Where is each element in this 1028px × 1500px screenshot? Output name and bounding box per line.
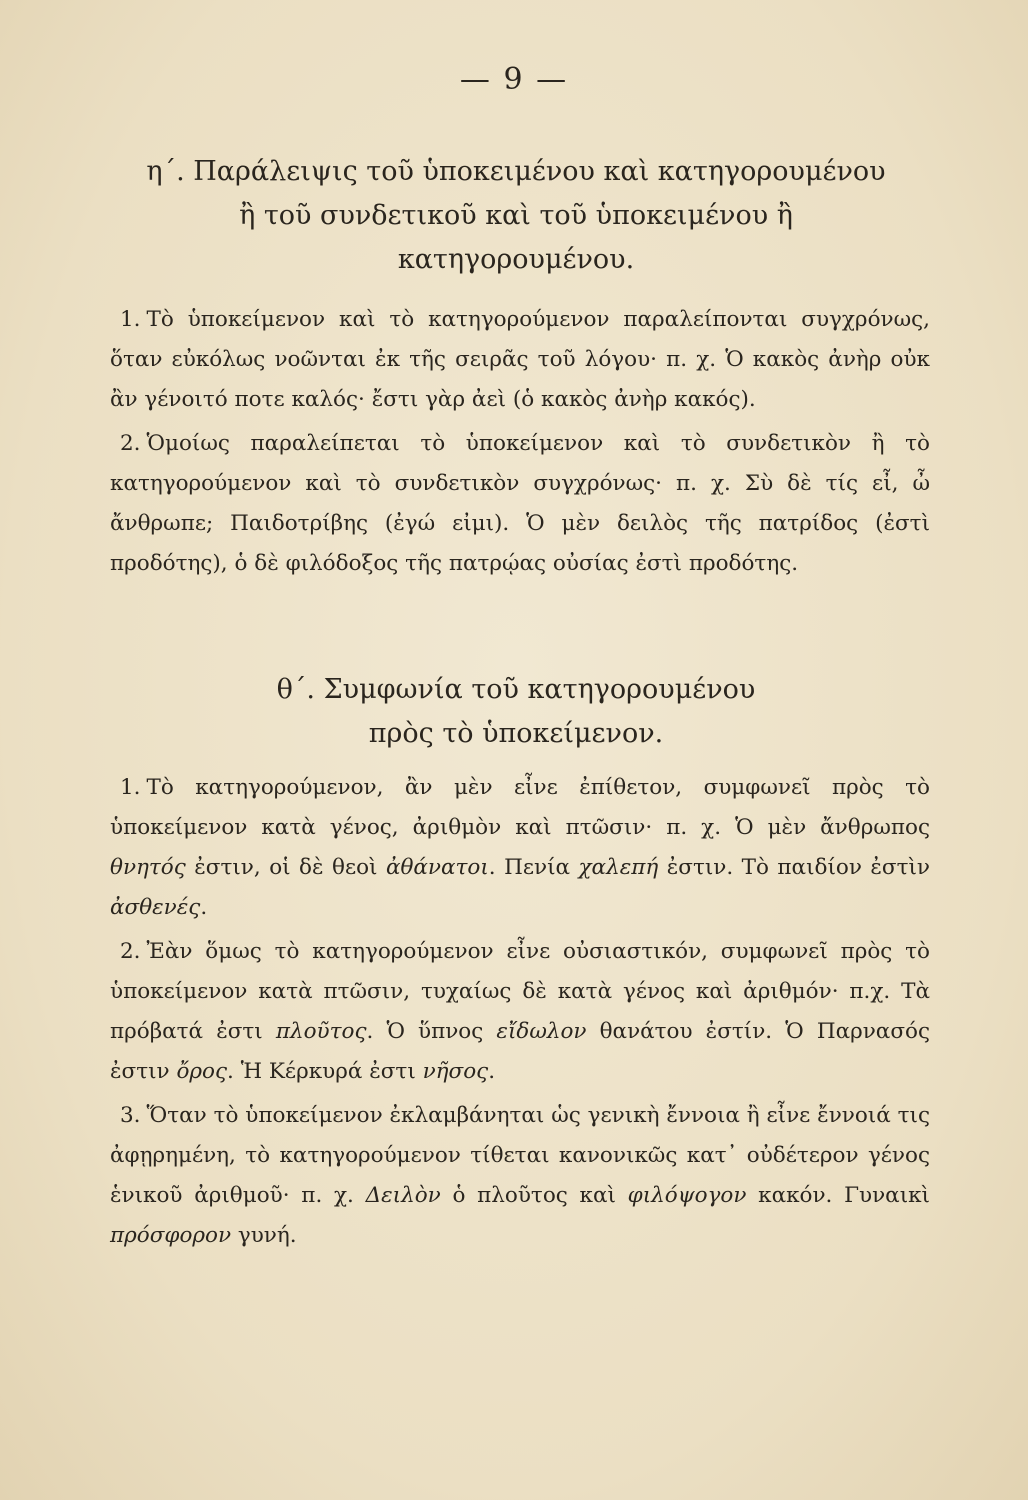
paragraph — [110, 768, 930, 928]
section-theta-body — [110, 768, 930, 1260]
text-run: . Ὁ ὕπνος — [366, 1019, 497, 1044]
text-run: Ὅταν τὸ ὑποκείμενον ἐκλαμβάνηται ὡς γενικὴ ἔννοια ἢ εἶνε ἔννοιά τις ἀφῃρημένη, τὸ κατηγορούμενον τίθεται κανονικῶς κατ᾽ οὐδέτερον γένος ἑνικοῦ ἀριθμοῦ· π. χ. — [110, 1103, 930, 1208]
paragraph-number: 3. — [120, 1103, 141, 1128]
text-run: . — [488, 1059, 496, 1084]
paragraph-text — [110, 1103, 930, 1248]
italic-term: πρόσφορον — [110, 1223, 232, 1248]
paragraph — [110, 424, 930, 584]
text-run: Τὸ κατηγορούμενον, ἂν μὲν εἶνε ἐπίθετον, συμφωνεῖ πρὸς τὸ ὑποκείμενον κατὰ γένος, ἀριθμὸν καὶ πτῶσιν· π. χ. Ὁ μὲν ἄνθρωπος — [110, 775, 930, 840]
italic-term: χαλεπή — [578, 855, 659, 880]
heading-line: πρὸς τὸ ὑποκείμενον. — [368, 718, 664, 749]
italic-term: φιλόψογον — [627, 1183, 747, 1208]
italic-term: ὄρος — [176, 1059, 228, 1084]
text-run: θανάτου ἐστίν. Ὁ Παρνασός ἐστιν — [110, 1019, 930, 1084]
page-number: — 9 — — [459, 62, 569, 97]
section-eta-heading — [96, 150, 936, 282]
section-theta-heading — [96, 668, 936, 756]
paragraph-text — [110, 939, 930, 1084]
paragraph-number: 1. — [120, 307, 141, 332]
text-run: ἐστιν, οἱ δὲ θεοὶ — [185, 855, 386, 880]
paragraph-number: 1. — [120, 775, 141, 800]
italic-term: εἴδωλον — [496, 1019, 587, 1044]
text-run: ἐστιν. Τὸ παιδίον ἐστὶν — [658, 855, 930, 880]
text-run: . Πενία — [488, 855, 579, 880]
italic-term: νῆσος — [422, 1059, 489, 1084]
italic-term: ἀθάνατοι — [385, 855, 489, 880]
heading-line: ἢ τοῦ συνδετικοῦ καὶ τοῦ ὑποκειμένου ἢ — [239, 200, 793, 231]
text-run: . Ἡ Κέρκυρά ἐστι — [227, 1059, 423, 1084]
paragraph-text — [110, 775, 930, 920]
italic-term: θνητός — [110, 855, 186, 880]
paragraph-number: 2. — [120, 431, 141, 456]
paragraph-number: 2. — [120, 939, 141, 964]
paragraph-text: Ὁμοίως παραλείπεται τὸ ὑποκείμενον καὶ τὸ συνδετικὸν ἢ τὸ κατηγορούμενον καὶ τὸ συνδετικὸν συγχρόνως· π. χ. Σὺ δὲ τίς εἶ, ὦ ἄνθρωπε; Παιδοτρίβης (ἐγώ εἰμι). Ὁ μὲν δειλὸς τῆς πατρίδος (ἐστὶ προδότης), ὁ δὲ φιλόδοξος τῆς πατρῴας οὐσίας ἐστὶ προδότης. — [110, 431, 930, 576]
paragraph-text: Τὸ ὑποκείμενον καὶ τὸ κατηγορούμενον παραλείπονται συγχρόνως, ὅταν εὐκόλως νοῶνται ἐκ τῆς σειρᾶς τοῦ λόγου· π. χ. Ὁ κακὸς ἀνὴρ οὐκ ἂν γένοιτό ποτε καλός· ἔστι γὰρ ἀεὶ (ὁ κακὸς ἀνὴρ κακός). — [110, 307, 930, 412]
paragraph — [110, 300, 930, 420]
section-eta-body — [110, 300, 930, 588]
italic-term: ἀσθενές — [110, 895, 201, 920]
text-run: γυνή. — [231, 1223, 297, 1248]
paragraph — [110, 1096, 930, 1256]
text-run: Ἐὰν ὅμως τὸ κατηγορούμενον εἶνε οὐσιαστικόν, συμφωνεῖ πρὸς τὸ ὑποκείμενον κατὰ πτῶσιν, τυχαίως δὲ κατὰ γένος καὶ ἀριθμόν· π.χ. Τὰ πρόβατά ἐστι — [110, 939, 930, 1044]
text-run: κακόν. Γυναικὶ — [746, 1183, 930, 1208]
heading-line: η΄. Παράλειψις τοῦ ὑποκειμένου καὶ κατηγορουμένου — [146, 156, 886, 187]
paragraph — [110, 932, 930, 1092]
heading-line: θ΄. Συμφωνία τοῦ κατηγορουμένου — [276, 674, 756, 705]
text-run: . — [200, 895, 208, 920]
italic-term: Δειλὸν — [365, 1183, 441, 1208]
text-run: ὁ πλοῦτος καὶ — [440, 1183, 628, 1208]
heading-line: κατηγορουμένου. — [397, 244, 635, 275]
italic-term: πλοῦτος — [275, 1019, 367, 1044]
